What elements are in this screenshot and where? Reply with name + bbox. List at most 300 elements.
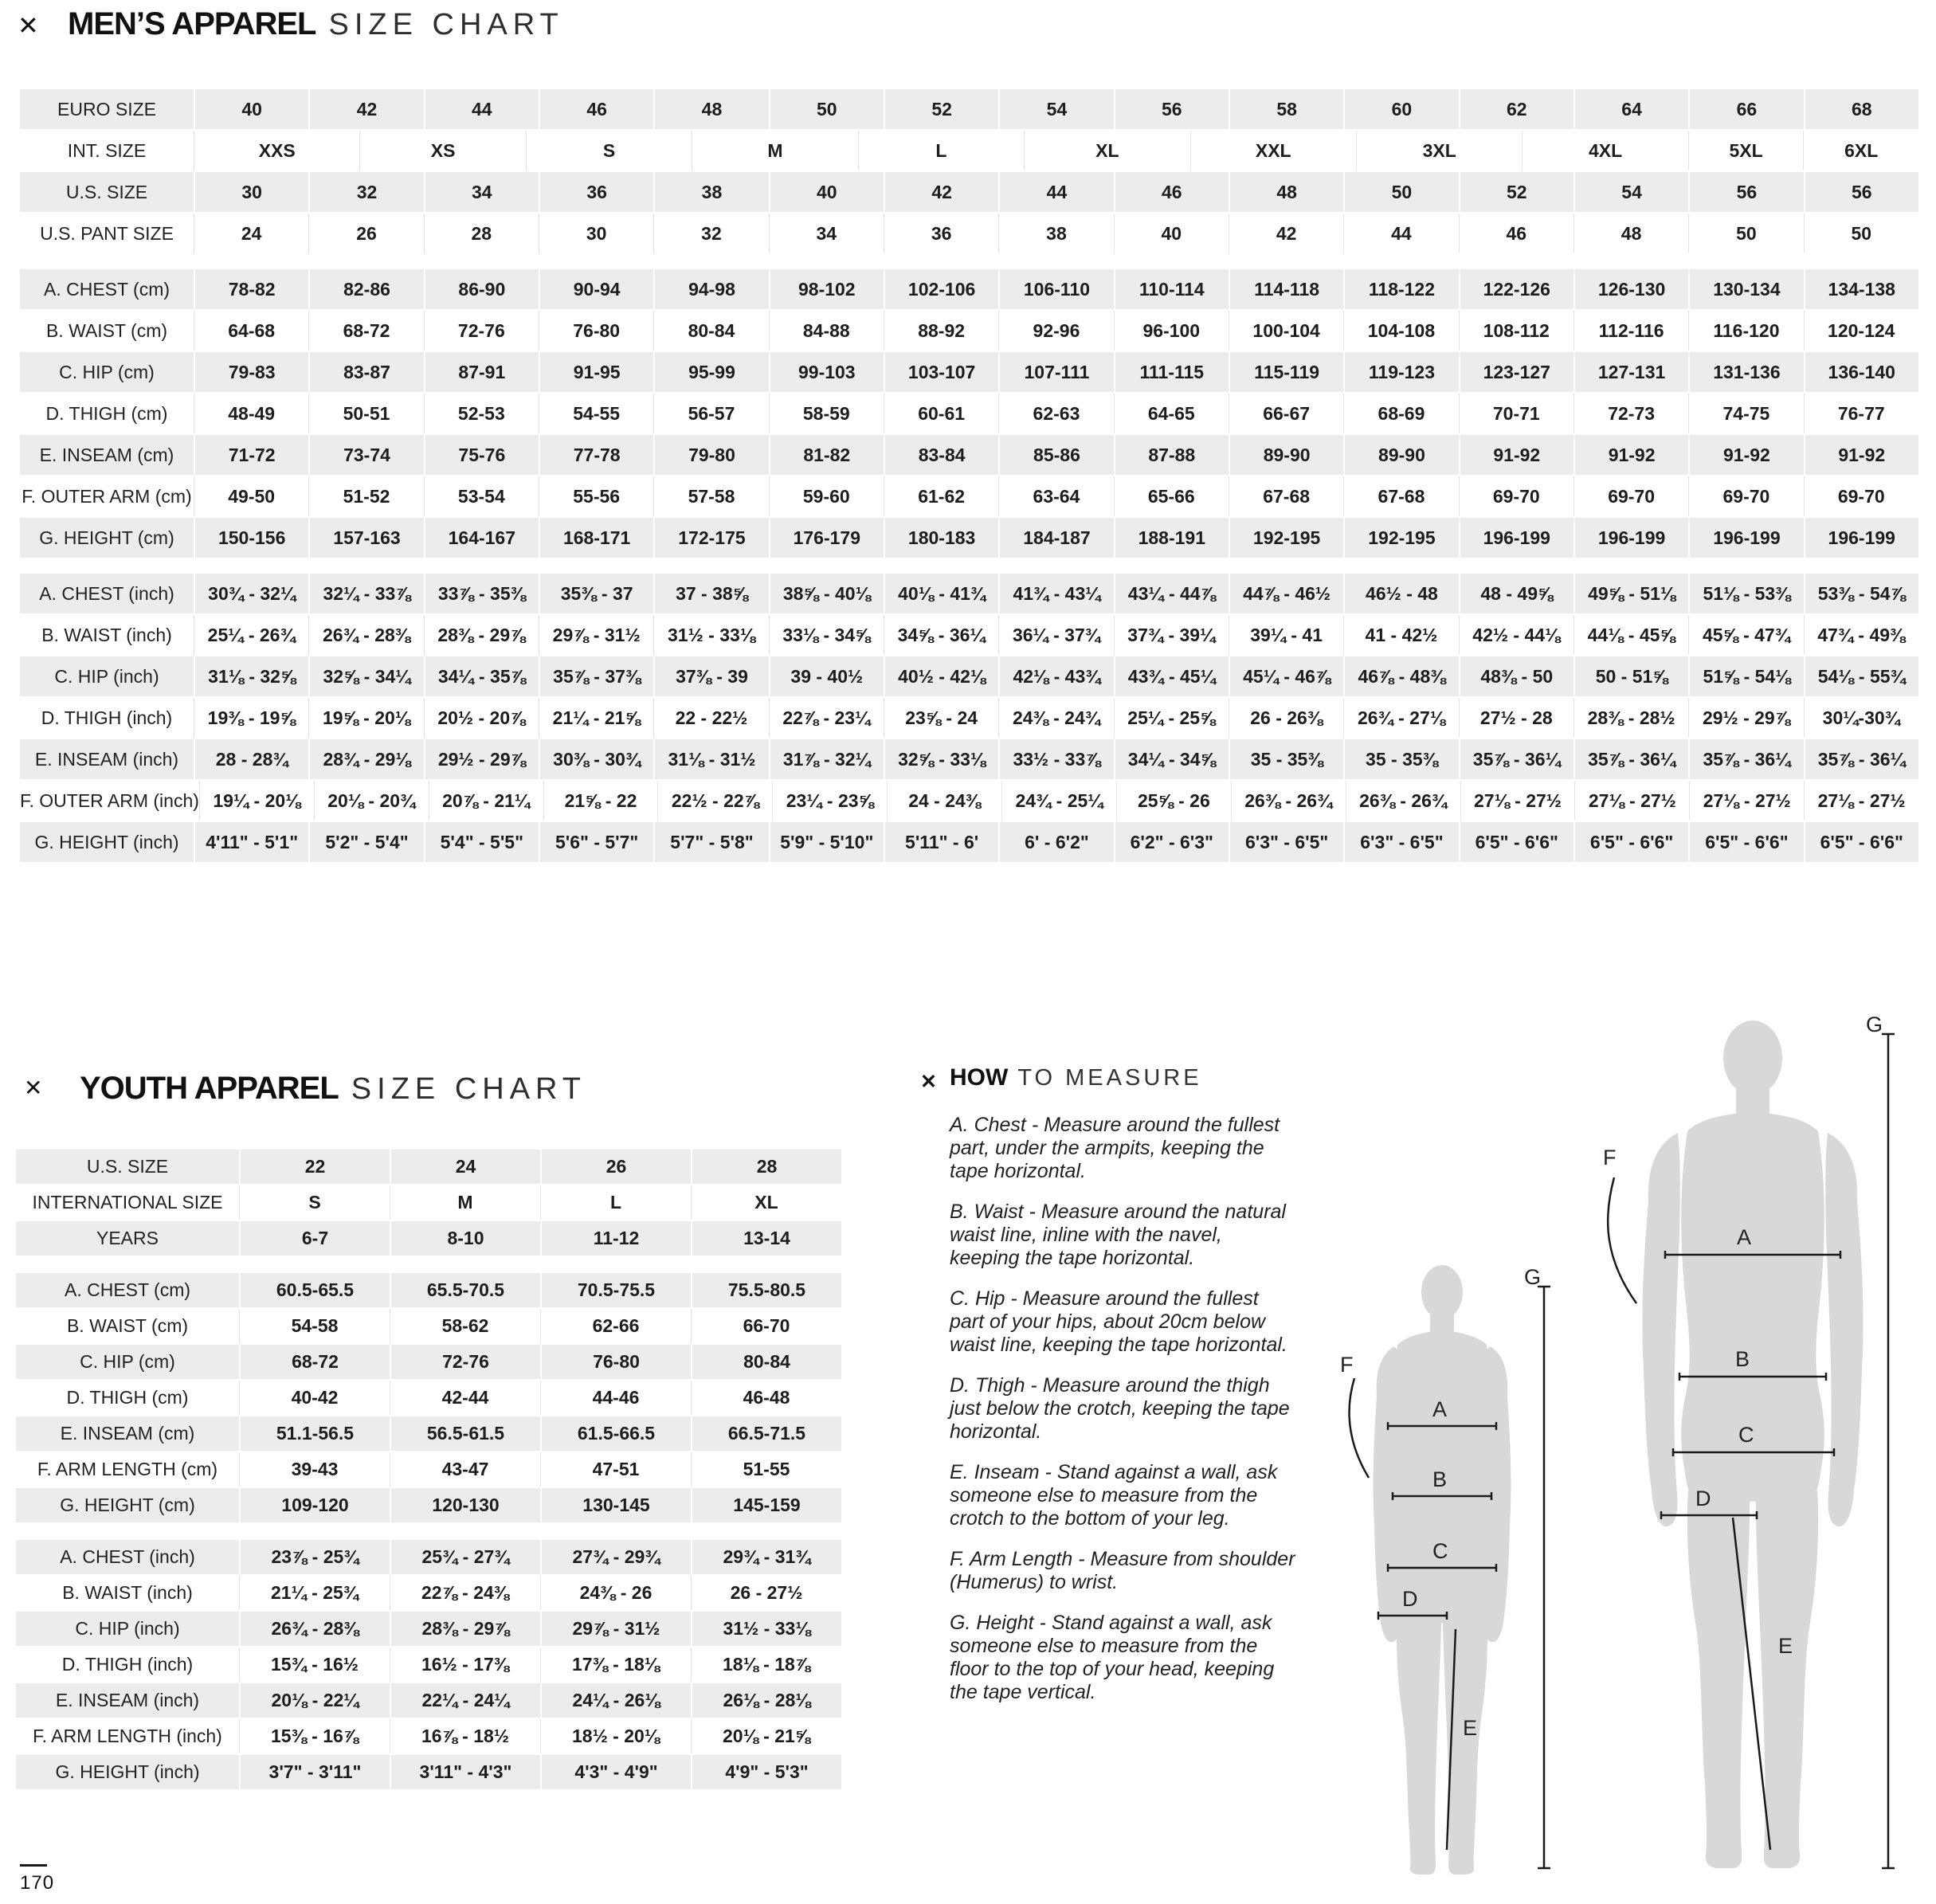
table-cell: 42	[1229, 214, 1344, 253]
table-row	[16, 1488, 841, 1522]
row-label: A. CHEST (inch)	[16, 1540, 241, 1574]
table-cell: 22⅞ - 23¼	[770, 698, 884, 738]
table-row	[20, 269, 1918, 309]
table-cell: 29½ - 29⅞	[1689, 698, 1804, 738]
table-cell: 49⅝ - 51⅛	[1575, 574, 1690, 613]
how-title-light: TO MEASURE	[1017, 1065, 1202, 1091]
table-cell: 67-68	[1344, 476, 1459, 516]
table-cell: 136-140	[1805, 352, 1918, 392]
table-cell: L	[541, 1185, 692, 1220]
table-cell: 32	[654, 214, 769, 253]
table-cell: M	[692, 131, 858, 170]
table-cell: 87-88	[1115, 435, 1230, 475]
table-cell: 72-76	[425, 311, 539, 351]
table-cell: 15⅜ - 16⅞	[240, 1719, 390, 1753]
table-cell: 26¾ - 28⅜	[241, 1612, 391, 1646]
table-cell: 36	[884, 214, 999, 253]
table-cell: 31⅛ - 31½	[655, 739, 770, 779]
table-cell: 40	[770, 172, 885, 212]
table-cell: 62	[1460, 89, 1575, 129]
table-cell: 21⅝ - 22	[544, 781, 659, 821]
table-cell: 28	[425, 214, 539, 253]
table-cell: 66-70	[692, 1309, 841, 1343]
table-cell: 51-55	[692, 1452, 841, 1487]
table-cell: 180-183	[885, 518, 1000, 558]
table-cell: 116-120	[1689, 311, 1804, 351]
adult-height-line	[1882, 1034, 1895, 1868]
table-cell: 6'3" - 6'5"	[1230, 822, 1345, 862]
table-cell: 37 - 38⅝	[655, 574, 770, 613]
table-cell: 22⅞ - 24⅜	[390, 1576, 541, 1610]
table-cell: 32	[310, 172, 425, 212]
table-cell: 131-136	[1690, 352, 1805, 392]
table-cell: 5'7" - 5'8"	[655, 822, 770, 862]
table-row	[20, 615, 1918, 655]
table-cell: 28⅜ - 29⅞	[425, 615, 539, 655]
table-cell: 29⅞ - 31½	[542, 1612, 692, 1646]
table-cell: 100-104	[1229, 311, 1344, 351]
page-number: 170	[20, 1872, 55, 1894]
table-cell: 115-119	[1230, 352, 1345, 392]
table-cell: 34¼ - 34⅝	[1115, 739, 1230, 779]
table-cell: 62-63	[999, 394, 1114, 433]
youth-body-silhouette	[1374, 1265, 1511, 1875]
table-cell: 56.5-61.5	[391, 1416, 542, 1451]
youth-label-inseam: E	[1463, 1716, 1478, 1740]
table-cell: 82-86	[310, 269, 425, 309]
table-cell: 54⅛ - 55¾	[1805, 656, 1918, 696]
table-cell: 145-159	[692, 1488, 841, 1522]
table-cell: 107-111	[1000, 352, 1115, 392]
table-cell: 110-114	[1115, 269, 1230, 309]
table-cell: 3'11" - 4'3"	[391, 1755, 542, 1789]
youth-height-line	[1538, 1287, 1550, 1868]
table-row	[16, 1416, 841, 1451]
table-cell: 38	[999, 214, 1114, 253]
table-cell: 83-87	[310, 352, 425, 392]
table-group	[16, 1273, 841, 1522]
table-cell: 192-195	[1230, 518, 1345, 558]
table-cell: 38⅝ - 40⅛	[770, 574, 885, 613]
table-row	[16, 1612, 841, 1646]
table-cell: 36¼ - 37¾	[999, 615, 1114, 655]
table-cell: 11-12	[542, 1221, 692, 1256]
table-cell: 35 - 35⅜	[1230, 739, 1345, 779]
table-cell: 122-126	[1460, 269, 1575, 309]
table-cell: 87-91	[425, 352, 540, 392]
table-cell: 64-65	[1115, 394, 1229, 433]
table-cell: 28	[692, 1150, 841, 1184]
table-cell: 39 - 40½	[770, 656, 885, 696]
table-cell: 54-55	[539, 394, 654, 433]
adult-label-chest: A	[1737, 1225, 1752, 1249]
table-cell: 79-83	[195, 352, 310, 392]
table-cell: 38	[655, 172, 770, 212]
table-cell: 48 - 49⅝	[1460, 574, 1575, 613]
adult-label-height: G	[1866, 1013, 1883, 1036]
table-cell: 30¾ - 32¼	[195, 574, 310, 613]
table-cell: 43¾ - 45¼	[1115, 656, 1230, 696]
row-label: B. WAIST (inch)	[20, 615, 194, 655]
table-cell: 19¼ - 20⅛	[200, 781, 315, 821]
table-cell: 25⅝ - 26	[1117, 781, 1232, 821]
table-cell: 68-72	[241, 1345, 391, 1379]
table-cell: 164-167	[425, 518, 540, 558]
table-cell: 51.1-56.5	[241, 1416, 391, 1451]
table-cell: 184-187	[1000, 518, 1115, 558]
table-cell: 120-130	[391, 1488, 542, 1522]
row-label: F. OUTER ARM (inch)	[20, 781, 200, 821]
table-cell: 17⅜ - 18⅛	[541, 1647, 692, 1682]
table-cell: 37⅜ - 39	[655, 656, 770, 696]
table-cell: 127-131	[1575, 352, 1690, 392]
table-cell: 46	[1460, 214, 1574, 253]
mens-title-light: SIZE CHART	[328, 8, 564, 41]
table-row	[16, 1452, 841, 1487]
table-group	[20, 269, 1918, 558]
table-cell: 123-127	[1460, 352, 1575, 392]
table-cell: 40-42	[240, 1381, 390, 1415]
table-cell: 48	[1574, 214, 1689, 253]
table-row	[20, 352, 1918, 392]
table-cell: 26¾ - 28⅜	[309, 615, 424, 655]
adult-label-thigh: D	[1695, 1487, 1711, 1510]
how-to-measure-cross-icon: ✕	[920, 1071, 937, 1093]
table-cell: 33⅞ - 35⅜	[425, 574, 540, 613]
table-cell: 35⅞ - 36¼	[1460, 739, 1575, 779]
table-cell: 130-134	[1690, 269, 1805, 309]
youth-label-waist: B	[1432, 1467, 1448, 1491]
table-row	[20, 435, 1918, 475]
table-cell: 51-52	[309, 476, 424, 516]
table-cell: 91-95	[540, 352, 655, 392]
table-cell: 24 - 24⅜	[888, 781, 1002, 821]
table-cell: 42-44	[390, 1381, 541, 1415]
table-cell: 61-62	[884, 476, 999, 516]
row-label: B. WAIST (inch)	[16, 1576, 240, 1610]
table-cell: 196-199	[1575, 518, 1690, 558]
table-cell: 40⅛ - 41¾	[885, 574, 1000, 613]
youth-title-light: SIZE CHART	[351, 1072, 587, 1106]
table-cell: 16⅞ - 18½	[390, 1719, 541, 1753]
table-row	[16, 1381, 841, 1415]
table-cell: 59-60	[770, 476, 884, 516]
table-cell: 54	[1575, 172, 1690, 212]
measure-instruction-chest: A. Chest - Measure around the fullest part, under the armpits, keeping the tape horizontal.	[950, 1114, 1280, 1182]
table-cell: 104-108	[1344, 311, 1459, 351]
table-cell: 24¾ - 25¼	[1002, 781, 1117, 821]
table-cell: 56	[1690, 172, 1805, 212]
table-cell: 39¼ - 41	[1229, 615, 1344, 655]
table-cell: 64	[1575, 89, 1690, 129]
youth-label-hip: C	[1432, 1539, 1448, 1563]
table-cell: 64-68	[194, 311, 309, 351]
table-cell: 20⅛ - 20¾	[315, 781, 429, 821]
table-cell: 69-70	[1460, 476, 1574, 516]
row-label: D. THIGH (inch)	[20, 698, 194, 738]
table-cell: 96-100	[1115, 311, 1229, 351]
table-cell: 31⅛ - 32⅝	[195, 656, 310, 696]
table-cell: 20⅛ - 22¼	[241, 1683, 391, 1718]
footer-rule	[20, 1864, 47, 1867]
table-cell: 35⅞ - 36¼	[1805, 739, 1918, 779]
table-cell: 34	[770, 214, 884, 253]
table-cell: 90-94	[540, 269, 655, 309]
table-group	[20, 574, 1918, 862]
row-label: D. THIGH (inch)	[16, 1647, 240, 1682]
table-row	[20, 311, 1918, 351]
table-cell: 28¾ - 29⅛	[310, 739, 425, 779]
table-row	[20, 698, 1918, 738]
table-cell: 22½ - 22⅞	[658, 781, 773, 821]
table-cell: M	[390, 1185, 541, 1220]
row-label: U.S. PANT SIZE	[20, 214, 194, 253]
table-cell: 72-76	[391, 1345, 542, 1379]
table-row	[16, 1309, 841, 1343]
table-cell: 25¾ - 27¾	[391, 1540, 542, 1574]
table-cell: 35⅞ - 36¼	[1575, 739, 1690, 779]
row-label: G. HEIGHT (cm)	[20, 518, 195, 558]
table-cell: XL	[692, 1185, 841, 1220]
row-label: C. HIP (cm)	[20, 352, 195, 392]
table-cell: 48	[1230, 172, 1345, 212]
youth-label-chest: A	[1432, 1397, 1448, 1421]
table-cell: 111-115	[1115, 352, 1230, 392]
table-cell: 27¾ - 29¾	[542, 1540, 692, 1574]
table-cell: 41¾ - 43¼	[1000, 574, 1115, 613]
table-cell: 29½ - 29⅞	[425, 739, 540, 779]
table-cell: 63-64	[999, 476, 1114, 516]
table-cell: 30	[195, 172, 310, 212]
table-cell: 34	[425, 172, 540, 212]
table-cell: 79-80	[655, 435, 770, 475]
table-cell: 22¼ - 24¼	[391, 1683, 542, 1718]
table-cell: 55-56	[539, 476, 654, 516]
table-cell: 6'3" - 6'5"	[1345, 822, 1460, 862]
table-cell: 24	[194, 214, 309, 253]
table-cell: 46½ - 48	[1345, 574, 1460, 613]
table-cell: 50	[1689, 214, 1804, 253]
mens-title-bold: MEN’S APPAREL	[68, 6, 316, 41]
table-cell: 58	[1230, 89, 1345, 129]
row-label: A. CHEST (cm)	[20, 269, 195, 309]
table-cell: 196-199	[1805, 518, 1918, 558]
table-row	[16, 1185, 841, 1220]
measure-instruction-hip: C. Hip - Measure around the fullest part of your hips, about 20cm below waist line, keeping the tape horizontal.	[950, 1287, 1287, 1356]
youth-size-table	[16, 1150, 841, 1807]
table-cell: 28⅜ - 28½	[1574, 698, 1689, 738]
table-cell: 19⅜ - 19⅝	[194, 698, 309, 738]
table-cell: 33½ - 33⅞	[1000, 739, 1115, 779]
table-cell: 51⅛ - 53⅜	[1690, 574, 1805, 613]
table-cell: 46	[1115, 172, 1230, 212]
table-cell: 157-163	[310, 518, 425, 558]
table-cell: 32⅝ - 34¼	[310, 656, 425, 696]
table-cell: 71-72	[195, 435, 310, 475]
table-cell: 6XL	[1804, 131, 1918, 170]
table-cell: 66.5-71.5	[692, 1416, 841, 1451]
table-cell: 44⅛ - 45⅝	[1574, 615, 1689, 655]
table-cell: 13-14	[692, 1221, 841, 1256]
table-cell: 27⅛ - 27½	[1690, 781, 1805, 821]
table-cell: 24⅜ - 24¾	[999, 698, 1114, 738]
table-cell: 6'5" - 6'6"	[1690, 822, 1805, 862]
table-row	[20, 214, 1918, 253]
table-cell: 67-68	[1229, 476, 1344, 516]
how-to-measure-title	[950, 1064, 1202, 1091]
row-label: B. WAIST (cm)	[16, 1309, 240, 1343]
table-cell: 78-82	[195, 269, 310, 309]
table-row	[20, 394, 1918, 433]
table-group	[20, 89, 1918, 253]
row-label: EURO SIZE	[20, 89, 195, 129]
table-cell: 42	[310, 89, 425, 129]
table-cell: 27⅛ - 27½	[1805, 781, 1918, 821]
table-cell: 36	[540, 172, 655, 212]
table-cell: 16½ - 17⅜	[390, 1647, 541, 1682]
table-cell: 56	[1115, 89, 1230, 129]
adult-arm-length-line	[1608, 1177, 1636, 1303]
row-label: D. THIGH (cm)	[20, 394, 194, 433]
table-row	[16, 1683, 841, 1718]
table-cell: 6'5" - 6'6"	[1575, 822, 1690, 862]
table-cell: 43¼ - 44⅞	[1115, 574, 1230, 613]
table-cell: 95-99	[655, 352, 770, 392]
table-cell: 88-92	[884, 311, 999, 351]
table-cell: 42⅛ - 43¾	[1000, 656, 1115, 696]
table-cell: 50 - 51⅝	[1575, 656, 1690, 696]
table-cell: 26¾ - 27⅛	[1344, 698, 1459, 738]
table-cell: 60	[1345, 89, 1460, 129]
table-cell: 52-53	[425, 394, 539, 433]
table-cell: 47¾ - 49⅜	[1805, 615, 1918, 655]
row-label: C. HIP (inch)	[16, 1612, 241, 1646]
table-cell: S	[527, 131, 692, 170]
table-cell: 8-10	[391, 1221, 542, 1256]
row-label: G. HEIGHT (inch)	[20, 822, 195, 862]
table-cell: 66	[1690, 89, 1805, 129]
table-cell: 18⅛ - 18⅞	[692, 1647, 841, 1682]
table-cell: 134-138	[1805, 269, 1918, 309]
row-label: B. WAIST (cm)	[20, 311, 194, 351]
table-cell: 176-179	[770, 518, 885, 558]
table-cell: 41 - 42½	[1344, 615, 1459, 655]
table-cell: 150-156	[195, 518, 310, 558]
table-cell: 4'11" - 5'1"	[195, 822, 310, 862]
table-cell: 130-145	[542, 1488, 692, 1522]
table-cell: 74-75	[1689, 394, 1804, 433]
table-cell: 5'11" - 6'	[885, 822, 1000, 862]
row-label: F. ARM LENGTH (inch)	[16, 1719, 240, 1753]
table-cell: 61.5-66.5	[542, 1416, 692, 1451]
table-cell: 6'5" - 6'6"	[1805, 822, 1918, 862]
adult-label-inseam: E	[1778, 1634, 1793, 1658]
row-label: F. ARM LENGTH (cm)	[16, 1452, 240, 1487]
youth-page-title	[80, 1071, 586, 1107]
table-cell: 44⅞ - 46½	[1230, 574, 1345, 613]
row-label: INTERNATIONAL SIZE	[16, 1185, 240, 1220]
table-cell: 84-88	[770, 311, 884, 351]
table-cell: 62-66	[541, 1309, 692, 1343]
table-cell: 66-67	[1229, 394, 1344, 433]
table-cell: 23⅞ - 25¾	[241, 1540, 391, 1574]
table-cell: 120-124	[1805, 311, 1918, 351]
row-label: A. CHEST (inch)	[20, 574, 195, 613]
table-cell: 52	[885, 89, 1000, 129]
table-cell: 50	[770, 89, 885, 129]
table-row	[16, 1345, 841, 1379]
table-cell: 75.5-80.5	[692, 1273, 841, 1307]
measure-instruction-height: G. Height - Stand against a wall, ask someone else to measure from the floor to the top of your head, keeping the tape vertical.	[950, 1612, 1275, 1703]
table-cell: 58-62	[390, 1309, 541, 1343]
table-row	[20, 172, 1918, 212]
table-cell: 50-51	[309, 394, 424, 433]
table-cell: 109-120	[241, 1488, 391, 1522]
table-cell: 49-50	[194, 476, 309, 516]
table-cell: 20½ - 20⅞	[425, 698, 539, 738]
table-cell: 196-199	[1690, 518, 1805, 558]
table-cell: 106-110	[1000, 269, 1115, 309]
table-cell: 5'9" - 5'10"	[770, 822, 885, 862]
table-cell: 68	[1805, 89, 1918, 129]
table-cell: 60-61	[884, 394, 999, 433]
mens-section-cross-icon: ✕	[18, 11, 39, 40]
adult-label-waist: B	[1735, 1347, 1750, 1371]
table-row	[20, 822, 1918, 862]
table-cell: 54-58	[240, 1309, 390, 1343]
table-cell: 51⅝ - 54⅛	[1690, 656, 1805, 696]
mens-page-title	[68, 6, 564, 42]
table-cell: 30	[539, 214, 654, 253]
mens-size-table	[20, 89, 1918, 878]
table-cell: 26 - 27½	[692, 1576, 841, 1610]
youth-label-thigh: D	[1402, 1587, 1418, 1611]
row-label: E. INSEAM (inch)	[16, 1683, 241, 1718]
table-row	[20, 574, 1918, 613]
table-cell: 43-47	[390, 1452, 541, 1487]
table-cell: 19⅝ - 20⅛	[309, 698, 424, 738]
table-cell: 69-70	[1574, 476, 1689, 516]
table-cell: 91-92	[1805, 435, 1918, 475]
table-cell: 68-69	[1344, 394, 1459, 433]
table-cell: 26	[309, 214, 424, 253]
table-row	[20, 656, 1918, 696]
table-cell: 188-191	[1115, 518, 1230, 558]
adult-label-hip: C	[1738, 1423, 1754, 1447]
table-cell: 77-78	[540, 435, 655, 475]
table-cell: 98-102	[770, 269, 885, 309]
table-cell: 48	[655, 89, 770, 129]
table-cell: 24⅜ - 26	[541, 1576, 692, 1610]
table-cell: XXS	[194, 131, 360, 170]
table-cell: 26⅜ - 26¾	[1346, 781, 1461, 821]
table-cell: 5'4" - 5'5"	[425, 822, 540, 862]
table-cell: 40	[195, 89, 310, 129]
table-cell: 22 - 22½	[654, 698, 769, 738]
youth-label-arm: F	[1340, 1353, 1354, 1377]
table-cell: 44	[1344, 214, 1459, 253]
table-cell: 34⅝ - 36¼	[884, 615, 999, 655]
table-cell: 196-199	[1460, 518, 1575, 558]
table-cell: 32¼ - 33⅞	[310, 574, 425, 613]
table-cell: 76-80	[542, 1345, 692, 1379]
table-cell: 58-59	[770, 394, 884, 433]
table-cell: 5'2" - 5'4"	[310, 822, 425, 862]
table-cell: 15¾ - 16½	[240, 1647, 390, 1682]
row-label: A. CHEST (cm)	[16, 1273, 241, 1307]
table-cell: 22	[241, 1150, 391, 1184]
table-cell: 80-84	[654, 311, 769, 351]
